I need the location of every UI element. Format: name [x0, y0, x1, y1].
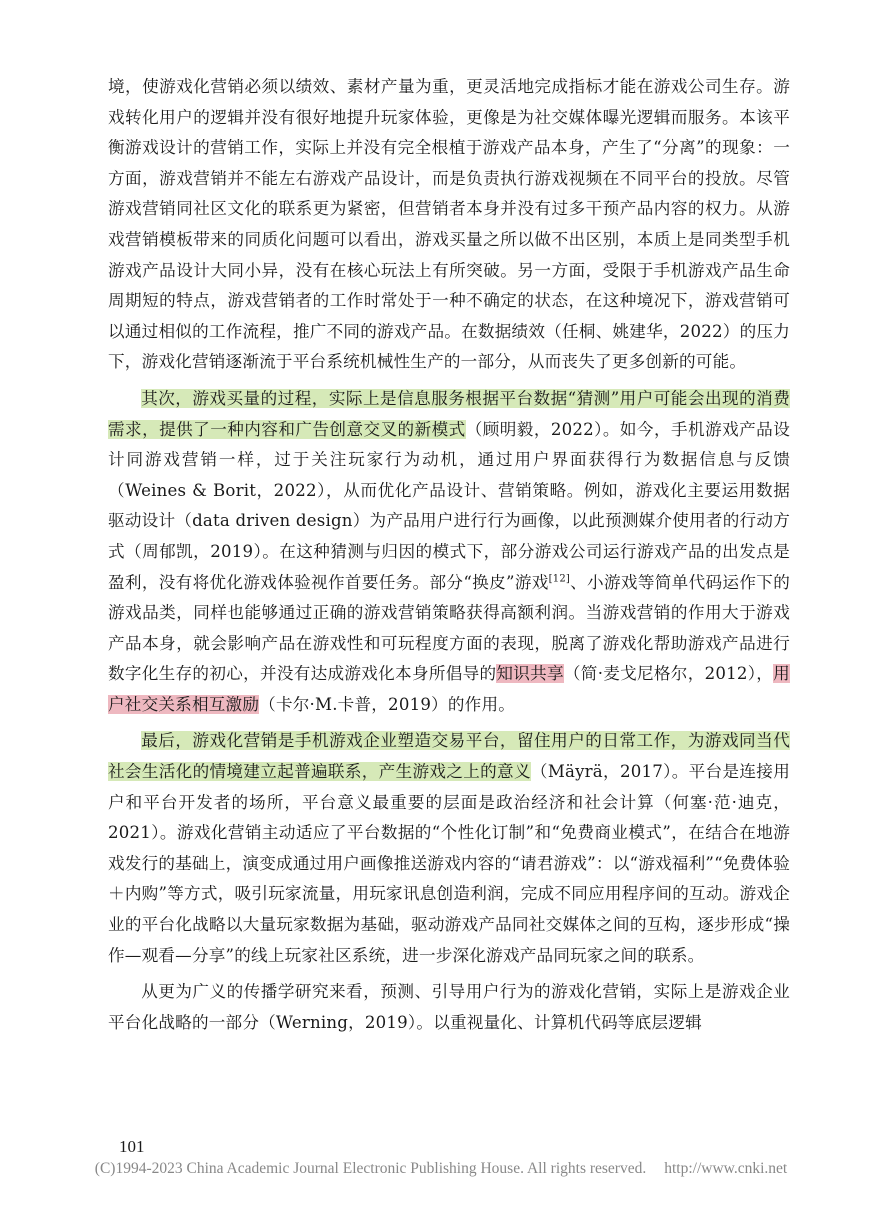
page-number: 101: [119, 1137, 145, 1156]
footer-url[interactable]: http://www.cnki.net: [664, 1160, 788, 1177]
highlight-pink-knowledge-sharing: 知识共享: [496, 664, 564, 684]
highlight-green-platform: 最后，游戏化营销是手机游戏企业塑造交易平台，留住用户的日常工作，为游戏同当代社会生活化的情境建立起普遍联系，产生游戏之上的意义: [108, 731, 790, 782]
paragraph-3: [108, 726, 790, 971]
paragraph-3-text: （Mäyrä，2017）。平台是连接用户和平台开发者的场所，平台意义最重要的层面是政治经济和社会计算（何塞·范·迪克，2021）。游戏化营销主动适应了平台数据的“个性化订制”和“免费商业模式”，在结合在地游戏发行的基础上，演变成通过用户画像推送游戏内容的“请君游戏”：以“游戏福利”“免费体验＋内购”等方式，吸引玩家流量，用玩家讯息创造利润，完成不同应用程序间的互动。游戏企业的平台化战略以大量玩家数据为基础，驱动游戏产品同社交媒体之间的互构，逐步形成“操作—观看—分享”的线上玩家社区系统，进一步深化游戏产品同玩家之间的联系。: [108, 762, 790, 965]
paragraph-2-text-d: （卡尔·M.卡普，2019）的作用。: [259, 694, 516, 714]
paragraph-2-text-b: 、小游戏等简单代码运作下的游戏品类，同样也能够通过正确的游戏营销策略获得高额利润。当游戏营销的作用大于游戏产品本身，就会影响产品在游戏性和可玩程度方面的表现，脱离了游戏化帮助游戏产品进行数字化生存的初心，并没有达成游戏化本身所倡导的: [108, 572, 790, 684]
footer-copyright: (C)1994-2023 China Academic Journal Electronic Publishing House. All rights reserved.: [94, 1160, 647, 1177]
paragraph-1-text: 境，使游戏化营销必须以绩效、素材产量为重，更灵活地完成指标才能在游戏公司生存。游戏转化用户的逻辑并没有很好地提升玩家体验，更像是为社交媒体曝光逻辑而服务。本该平衡游戏设计的营销工作，实际上并没有完全根植于游戏产品本身，产生了“分离”的现象：一方面，游戏营销并不能左右游戏产品设计，而是负责执行游戏视频在不同平台的投放。尽管游戏营销同社区文化的联系更为紧密，但营销者本身并没有过多干预产品内容的权力。从游戏营销模板带来的同质化问题可以看出，游戏买量之所以做不出区别，本质上是同类型手机游戏产品设计大同小异，没有在核心玩法上有所突破。另一方面，受限于手机游戏产品生命周期短的特点，游戏营销者的工作时常处于一种不确定的状态，在这种境况下，游戏营销可以通过相似的工作流程，推广不同的游戏产品。在数据绩效（任桐、姚建华，2022）的压力下，游戏化营销逐渐流于平台系统机械性生产的一部分，从而丧失了更多创新的可能。: [108, 77, 790, 372]
article-body: [108, 72, 790, 1044]
footnote-ref-12[interactable]: [12]: [548, 572, 570, 584]
paragraph-1: [108, 72, 790, 378]
highlight-green-claim: 其次，游戏买量的过程，实际上是信息服务根据平台数据“猜测”用户可能会出现的消费需求，提供了一种内容和广告创意交叉的新模式: [108, 388, 790, 439]
paragraph-4-text: 从更为广义的传播学研究来看，预测、引导用户行为的游戏化营销，实际上是游戏企业平台化战略的一部分（Werning，2019）。以重视量化、计算机代码等底层逻辑: [108, 982, 790, 1032]
paragraph-2: [108, 384, 790, 721]
highlight-pink-social-incentive: 用户社交关系相互激励: [108, 664, 790, 714]
paragraph-2-text-a: （顾明毅，2022）。如今，手机游戏产品设计同游戏营销一样，过于关注玩家行为动机，通过用户界面获得行为数据信息与反馈（Weines & Borit，2022），从而优化产品设计、营销策略。例如，游戏化主要运用数据驱动设计（data driven design）为产品用户进行行为画像，以此预测媒介使用者的行动方式（周郁凯，2019）。在这种猜测与归因的模式下，部分游戏公司运行游戏产品的出发点是盈利，没有将优化游戏体验视作首要任务。部分“换皮”游戏: [108, 419, 790, 592]
paragraph-2-text-c: （简·麦戈尼格尔，2012），: [563, 664, 774, 684]
footer: [0, 1160, 882, 1178]
paragraph-4: [108, 977, 790, 1038]
